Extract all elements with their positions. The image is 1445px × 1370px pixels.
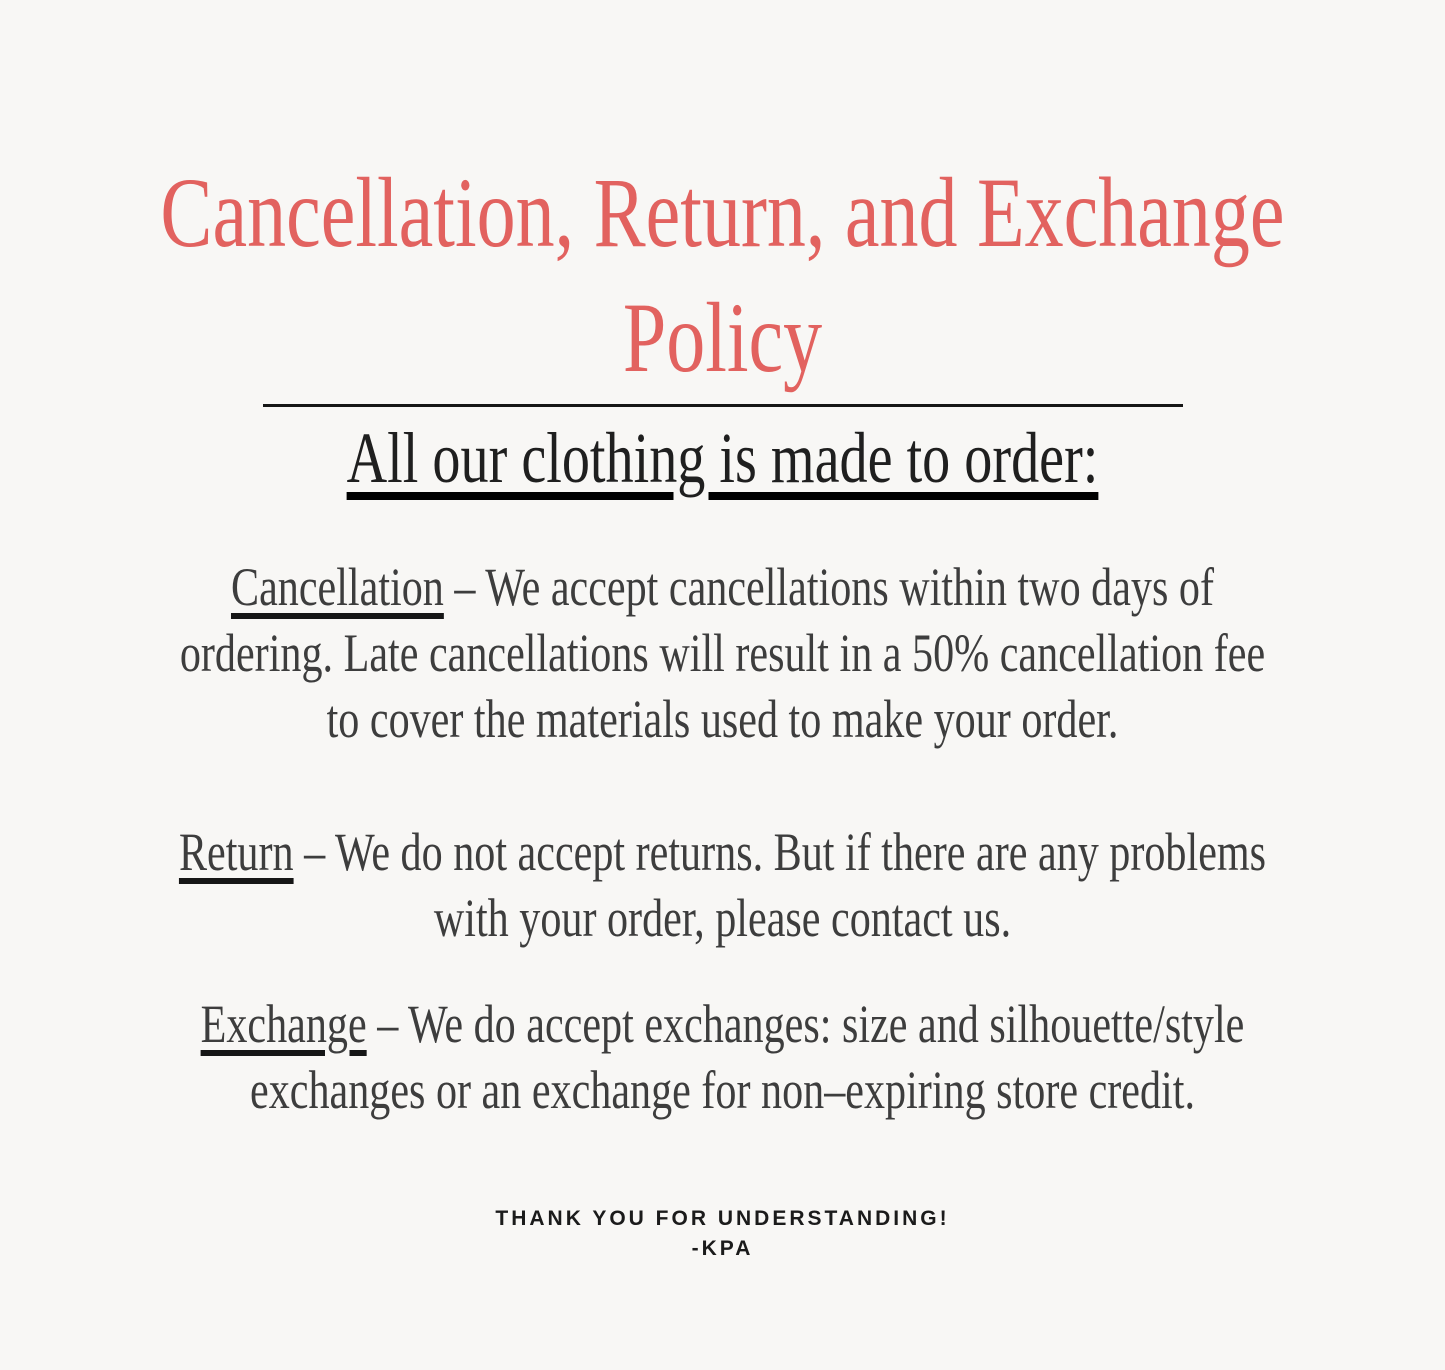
section-exchange — [0, 992, 1445, 1124]
page-title — [0, 150, 1445, 400]
footer-thanks: THANK YOU FOR UNDERSTANDING! — [495, 1206, 950, 1230]
section-exchange-text: – We do accept exchanges: size and silhouette/style — [377, 994, 1245, 1055]
section-return-line-2: with your order, please contact us. — [433, 888, 1012, 949]
section-cancellation-line-1 — [159, 555, 1286, 621]
section-cancellation-text: – We accept cancellations within two days of — [454, 556, 1214, 617]
section-cancellation — [0, 555, 1445, 753]
section-return-heading: Return — [178, 822, 294, 883]
section-exchange-line-1 — [159, 992, 1286, 1058]
footer-signature: -KPA — [691, 1236, 754, 1260]
title-divider-rule — [263, 404, 1183, 407]
section-cancellation-heading: Cancellation — [230, 556, 444, 617]
subtitle: All our clothing is made to order: — [346, 418, 1099, 498]
footer — [0, 1204, 1445, 1264]
section-exchange-line-2: exchanges or an exchange for non–expiring store credit. — [250, 1060, 1195, 1121]
section-return-text: – We do not accept returns. But if there are any problems — [304, 822, 1267, 883]
section-cancellation-line-3: to cover the materials used to make your order. — [326, 688, 1119, 749]
section-return — [0, 820, 1445, 952]
page-title-line-2: Policy — [622, 282, 823, 393]
page-title-line-1: Cancellation, Return, and Exchange — [160, 157, 1285, 268]
section-exchange-heading: Exchange — [200, 994, 367, 1055]
section-return-line-1 — [159, 820, 1286, 886]
section-cancellation-line-2: ordering. Late cancellations will result in a 50% cancellation fee — [179, 622, 1266, 683]
